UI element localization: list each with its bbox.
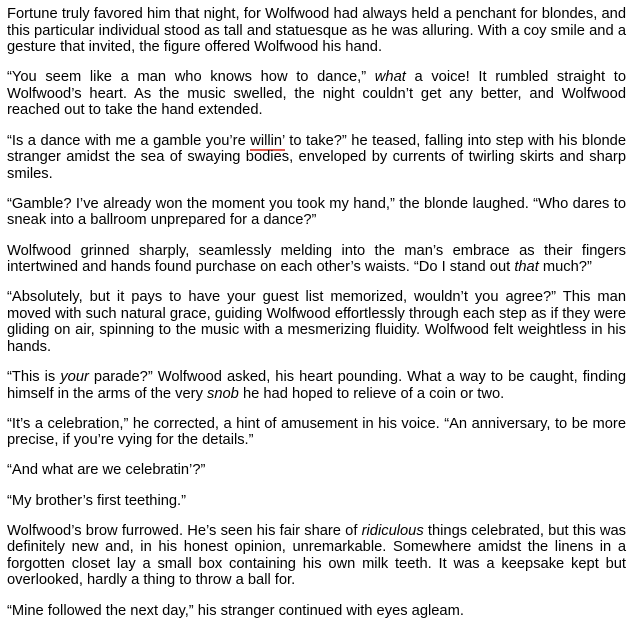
text-run: a voice! It rumbled straight to Wolfwood’s heart. As the music swelled, the night couldn’t get any better, and Wolfwood reached out to take the hand extended. (7, 69, 626, 119)
text-run: Fortune truly favored him that night, for Wolfwood had always held a penchant for blondes, and this particular individual stood as tall and statuesque as he was alluring. With a coy smile and a gesture that invited, the figure offered Wolfwood his hand. (7, 6, 626, 56)
paragraph (7, 523, 626, 589)
paragraph (7, 196, 626, 229)
text-run: Wolfwood grinned sharply, seamlessly melding into the man’s embrace as their fingers intertwined and hands found purchase on each other’s waists. “Do I stand out (7, 242, 626, 276)
text-run: “Gamble? I’ve already won the moment you took my hand,” the blonde laughed. “Who dares to sneak into a ballroom unprepared for a dance?” (7, 195, 626, 229)
paragraph (7, 69, 626, 119)
text-run: things celebrated, but this was definitely new and, in his honest opinion, unremarkable. Somewhere amidst the linens in a forgotten closet lay a small box containing his own milk teeth. It was a keepsake kept but overlooked, hardly a thing to throw a ball for. (7, 522, 626, 589)
text-run: “You seem like a man who knows how to dance,” (7, 69, 375, 86)
paragraph (7, 6, 626, 56)
paragraph (7, 133, 626, 183)
text-run: Wolfwood’s brow furrowed. He’s seen his fair share of (7, 522, 362, 539)
text-run: parade?” Wolfwood asked, his heart pounding. What a way to be caught, finding himself in the arms of the very (7, 369, 626, 402)
text-run: “My brother’s first teething.” (7, 492, 187, 509)
text-run: “Mine followed the next day,” his stranger continued with eyes agleam. (7, 602, 464, 619)
text-run: “This is (7, 369, 61, 386)
paragraph (7, 369, 626, 402)
text-run: “Is a dance with me a gamble you’re (7, 132, 251, 149)
text-run: “And what are we celebratin’?” (7, 462, 206, 479)
misspelled-word[interactable]: willin’ (250, 133, 285, 152)
text-run: “It’s a celebration,” he corrected, a hint of amusement in his voice. “An anniversary, to be more precise, if you’re vying for the details.” (7, 415, 626, 449)
paragraph (7, 493, 626, 510)
italic-text: your (60, 369, 89, 386)
paragraph (7, 416, 626, 449)
italic-text: what (374, 69, 406, 86)
paragraph (7, 462, 626, 479)
text-run: “Absolutely, but it pays to have your guest list memorized, wouldn’t you agree?” This man moved with such natural grace, guiding Wolfwood effortlessly through each step as if they were gliding on air, spinning to the music with a mesmerizing fluidity. Wolfwood felt weightless in his hands. (7, 289, 626, 355)
text-run: much?” (538, 259, 592, 276)
paragraph (7, 603, 626, 619)
paragraph (7, 289, 626, 355)
text-run: to take?” he teased, falling into step with his blonde stranger amidst the sea of swaying bodies, enveloped by currents of twirling skirts and sharp smiles. (7, 132, 627, 182)
paragraph (7, 243, 626, 276)
document-body (7, 6, 626, 619)
italic-text: snob (207, 385, 239, 402)
italic-text: that (514, 259, 539, 276)
text-run: he had hoped to relieve of a coin or two. (238, 385, 505, 402)
italic-text: ridiculous (361, 522, 424, 539)
